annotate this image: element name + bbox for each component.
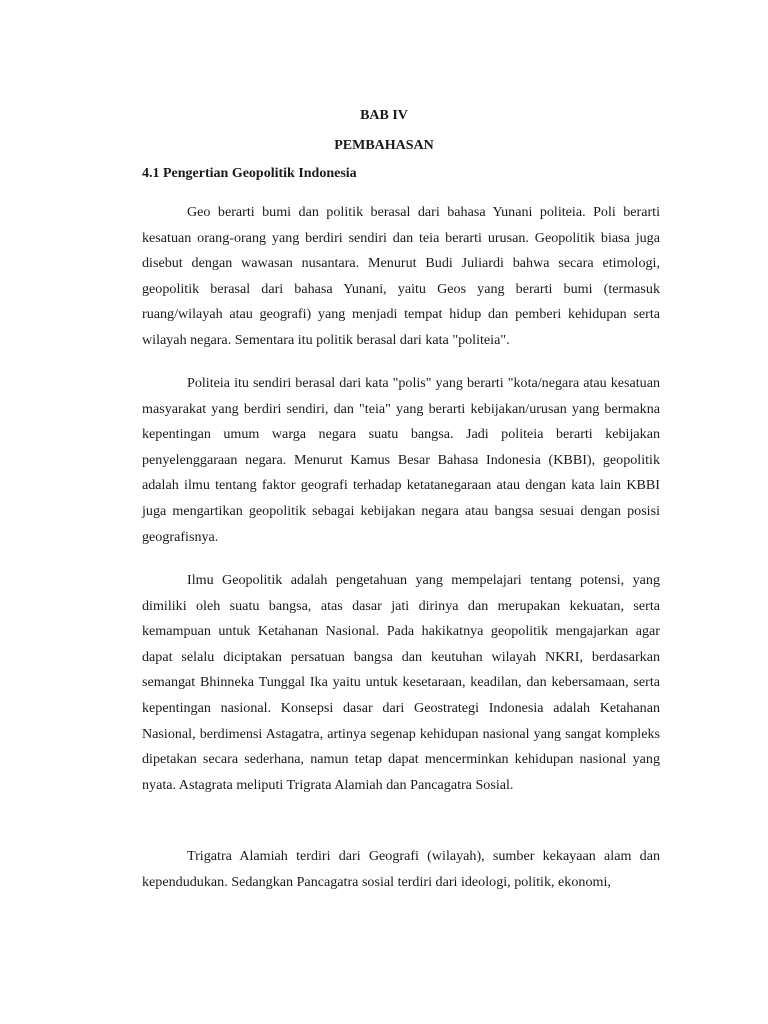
chapter-number: BAB IV (360, 108, 408, 123)
paragraph-1: Geo berarti bumi dan politik berasal dari bahasa Yunani politeia. Poli berarti kesatuan orang-orang yang berdiri sendiri dan teia berarti urusan. Geopolitik biasa juga disebut dengan wawasan nusantara. Menurut Budi Juliardi bahwa secara etimologi, geopolitik berasal dari bahasa Yunani, yaitu Geos yang berarti bumi (termasuk ruang/wilayah atau geografi) yang menjadi tempat hidup dan pemberi kehidupan serta wilayah negara. Sementara itu politik berasal dari kata "politeia". (142, 204, 660, 348)
paragraph-2: Politeia itu sendiri berasal dari kata "polis" yang berarti "kota/negara atau kesatuan masyarakat yang berdiri sendiri, dan "teia" yang berarti kebijakan/urusan yang bermakna kepentingan umum warga negara suatu bangsa. Jadi politeia berarti kebijakan penyelenggaraan negara. Menurut Kamus Besar Bahasa Indonesia (KBBI), geopolitik adalah ilmu tentang faktor geografi terhadap ketatanegaraan atau dengan kata lain KBBI juga mengartikan geopolitik sebagai kebijakan negara atau bangsa sesuai dengan posisi geografisnya. (142, 375, 660, 545)
paragraph-4: Trigatra Alamiah terdiri dari Geografi (wilayah), sumber kekayaan alam dan kependudukan. Sedangkan Pancagatra sosial terdiri dari ideologi, politik, ekonomi, (142, 848, 660, 890)
chapter-title: PEMBAHASAN (334, 138, 434, 153)
paragraph-3: Ilmu Geopolitik adalah pengetahuan yang mempelajari tentang potensi, yang dimiliki oleh suatu bangsa, atas dasar jati dirinya dan merupakan kekuatan, serta kemampuan untuk Ketahanan Nasional. Pada hakikatnya geopolitik mengajarkan agar dapat selalu diciptakan persatuan bangsa dan keutuhan wilayah NKRI, berdasarkan semangat Bhinneka Tunggal Ika yaitu untuk kesetaraan, keadilan, dan kebersamaan, serta kepentingan nasional. Konsepsi dasar dari Geostrategi Indonesia adalah Ketahanan Nasional, berdimensi Astagatra, artinya segenap kehidupan nasional yang sangat kompleks dipetakan secara sederhana, namun tetap dapat mencerminkan kehidupan nasional yang nyata. Astagrata meliputi Trigrata Alamiah dan Pancagatra Sosial. (142, 572, 660, 793)
section-heading: 4.1 Pengertian Geopolitik Indonesia (142, 166, 357, 181)
